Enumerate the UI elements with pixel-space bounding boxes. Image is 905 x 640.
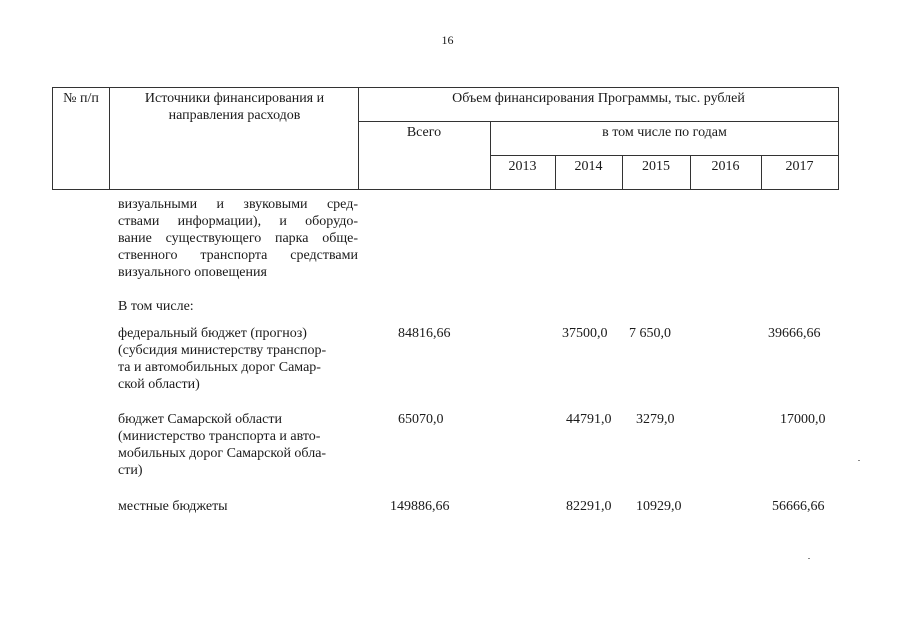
header-col-source: Источники финансирования и направления расходов xyxy=(144,91,325,123)
continuation-line: вание существующего парка обще- xyxy=(118,231,358,246)
regional-total: 65070,0 xyxy=(398,412,444,427)
header-year-2013: 2013 xyxy=(508,159,537,174)
header-year-2016: 2016 xyxy=(711,159,740,174)
local-2014: 82291,0 xyxy=(566,499,612,514)
row-label-local xyxy=(118,498,358,515)
federal-2015: 7 650,0 xyxy=(629,326,671,341)
header-mid-border xyxy=(358,121,839,122)
federal-2017: 39666,66 xyxy=(768,326,821,341)
continuation-text xyxy=(118,196,358,281)
continuation-line: визуального оповещения xyxy=(118,265,267,280)
local-total: 149886,66 xyxy=(390,499,450,514)
row-label-line: бюджет Самарской области xyxy=(118,412,282,427)
header-top-border xyxy=(52,87,839,88)
continuation-line: ствами информации), и оборудо- xyxy=(118,214,358,229)
header-sep-no xyxy=(109,87,110,190)
header-col-by-years: в том числе по годам xyxy=(602,125,727,140)
row-label-line: местные бюджеты xyxy=(118,499,228,514)
scan-speck xyxy=(808,558,810,559)
header-year-2015: 2015 xyxy=(642,159,670,174)
regional-2014: 44791,0 xyxy=(566,412,612,427)
continuation-line: визуальными и звуковыми сред- xyxy=(118,197,358,212)
row-label-federal xyxy=(118,325,358,393)
header-left-border xyxy=(52,87,53,190)
header-col-no: № п/п xyxy=(63,91,99,106)
row-label-line: федеральный бюджет (прогноз) xyxy=(118,326,307,341)
local-2015: 10929,0 xyxy=(636,499,682,514)
row-label-line: (субсидия министерству транспор- xyxy=(118,343,327,358)
scan-speck xyxy=(858,460,860,461)
header-col-volume: Объем финансирования Программы, тыс. рублей xyxy=(452,91,745,106)
regional-2017: 17000,0 xyxy=(780,412,826,427)
row-label-line: сти) xyxy=(118,463,143,478)
header-bottom-border xyxy=(52,189,839,190)
row-label-regional xyxy=(118,411,358,479)
header-col-total: Всего xyxy=(406,125,442,140)
header-years-border xyxy=(490,155,839,156)
continuation-line: ственного транспорта средствами xyxy=(118,248,358,263)
local-2017: 56666,66 xyxy=(772,499,825,514)
regional-2015: 3279,0 xyxy=(636,412,675,427)
row-label-line: мобильных дорог Самарской обла- xyxy=(118,446,327,461)
row-label-line: ской области) xyxy=(118,377,200,392)
row-label-line: та и автомобильных дорог Самар- xyxy=(118,360,321,375)
page-number: 16 xyxy=(441,33,454,47)
row-label-line: (министерство транспорта и авто- xyxy=(118,429,321,444)
federal-total: 84816,66 xyxy=(398,326,451,341)
header-year-2014: 2014 xyxy=(574,159,603,174)
header-year-2017: 2017 xyxy=(785,159,814,174)
federal-2014: 37500,0 xyxy=(562,326,608,341)
subtotal-label: В том числе: xyxy=(118,299,194,314)
